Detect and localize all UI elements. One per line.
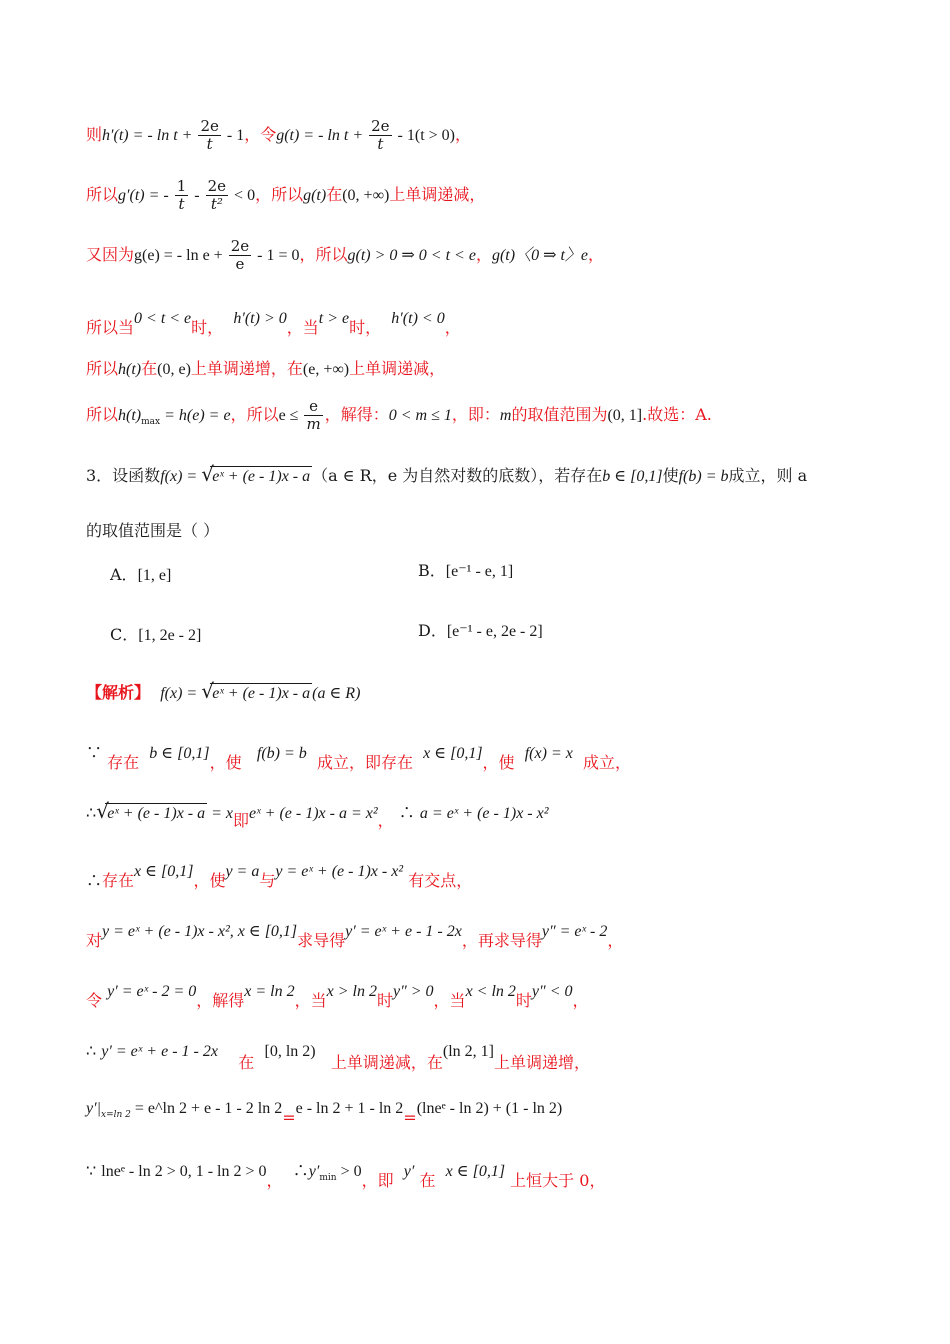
solution-line-6: 所以$h(t)_{max} = h(e) = e$，所以e ≤ $\frac{e}{m}$ ，解得：0 < m ≤ 1，即：m的取值范围为(0, 1].故选：A. — [86, 397, 712, 433]
option-d[interactable]: D．[e⁻¹ - e, 2e - 2] — [418, 621, 543, 640]
analysis-step-6: ∴ y′ = eˣ + e - 1 - 2x 在 [0, ln 2) 上单调递减，在(ln 2, 1]上单调递增， — [86, 1041, 590, 1072]
analysis-step-4: 对y = eˣ + (e - 1)x - x², x ∈ [0,1]求导得y′ = eˣ + e - 1 - 2x，再求导得y″ = eˣ - 2， — [86, 923, 624, 950]
analysis-step-5: 令 y′ = eˣ - 2 = 0，解得x = ln 2，当x > ln 2时y″ > 0，当x < ln 2时y″ < 0， — [86, 983, 589, 1010]
analysis-step-8: ∵ lneᵉ - ln 2 > 0, 1 - ln 2 > 0， $\therefore y'_{min} > 0$，即 y′ 在 x ∈ [0,1] 上恒大于 0， — [86, 1161, 606, 1190]
option-c[interactable]: C．[1, 2e - 2] — [110, 625, 202, 644]
fraction-2e-t2: $\frac{2e}{\text{t²}}$ — [207, 177, 227, 213]
analysis-step-1: ∵ 存在 b ∈ [0,1]，使 f(b) = b 成立，即存在 x ∈ [0,1]，使 f(x) = x 成立， — [86, 743, 632, 772]
fraction-2e-t-2: $\frac{2e}{t}$ — [371, 117, 390, 153]
analysis-step-7: $y'|_{x=ln 2}$ = e^ln 2 + e - 1 - 2 ln 2=e - ln 2 + 1 - ln 2=(lneᵉ - ln 2) + (1 - ln 2) — [86, 1100, 563, 1127]
question-3-line-1: 3．设函数f(x) = √ eˣ + (e - 1)x - a （a ∈ R，e 为自然对数的底数），若存在b ∈ [0,1]使f(b) = b成立，则 a — [86, 462, 808, 486]
option-a[interactable]: A．[1, e] — [110, 565, 172, 584]
option-b[interactable]: B．[e⁻¹ - e, 1] — [418, 561, 514, 580]
fraction-2e-t: $\frac{2e}{t}$ — [200, 117, 219, 153]
text-ze: 则 — [86, 125, 103, 144]
fraction-1-t: $\frac{1}{t}$ — [176, 177, 187, 213]
fraction-e-m: $\frac{e}{m}$ — [306, 397, 321, 433]
analysis-step-2: ∴ √ eˣ + (e - 1)x - a = x即eˣ + (e - 1)x - a = x²， ∴ a = eˣ + (e - 1)x - x² — [86, 799, 549, 830]
analysis-step-3: ∴存在x ∈ [0,1]，使y = a与y = eˣ + (e - 1)x - x² 有交点， — [86, 863, 473, 890]
question-number: 3．设函数 — [86, 466, 161, 485]
h-prime-eq: h′(t) = - ln t + — [102, 127, 197, 144]
solution-line-2: 所以g′(t) = - $\frac{1}{t}$ - $\frac{2e}{\text{t²}}$ < 0，所以g(t)在(0, +∞)上单调递减， — [86, 177, 486, 213]
solution-line-4: 所以当0 < t < e时， h′(t) > 0，当t > e时， h′(t) < 0， — [86, 310, 461, 337]
question-3-line-2: 的取值范围是（ ） — [86, 521, 220, 540]
g-eq: g(t) = - ln t + — [276, 127, 368, 144]
fraction-2e-e: $\frac{2e}{e}$ — [230, 237, 250, 273]
g-prime-eq: g′(t) = - — [118, 187, 173, 204]
analysis-header: 【解析】 f(x) = √ eˣ + (e - 1)x - a (a ∈ R) — [86, 679, 361, 703]
analysis-tag: 【解析】 — [86, 683, 151, 702]
solution-line-1: 则h′(t) = - ln t + $\frac{2e}{t}$ - 1，令g(t) = - ln t + $\frac{2e}{t}$ - 1(t > 0)， — [86, 117, 472, 153]
sqrt-expression-3: √ eˣ + (e - 1)x - a — [96, 799, 206, 823]
sqrt-expression: √ eˣ + (e - 1)x - a — [201, 462, 311, 486]
g-e-eq: g(e) = - ln e + — [134, 247, 227, 264]
solution-line-5: 所以h(t)在(0, e)上单调递增，在(e, +∞)上单调递减， — [86, 359, 446, 378]
sqrt-expression-2: √ eˣ + (e - 1)x - a — [201, 679, 311, 703]
solution-line-3: 又因为g(e) = - ln e + $\frac{2e}{e}$ - 1 = 0，所以g(t) > 0 ⇒ 0 < t < e，g(t)〈0 ⇒ t〉e， — [86, 237, 605, 273]
